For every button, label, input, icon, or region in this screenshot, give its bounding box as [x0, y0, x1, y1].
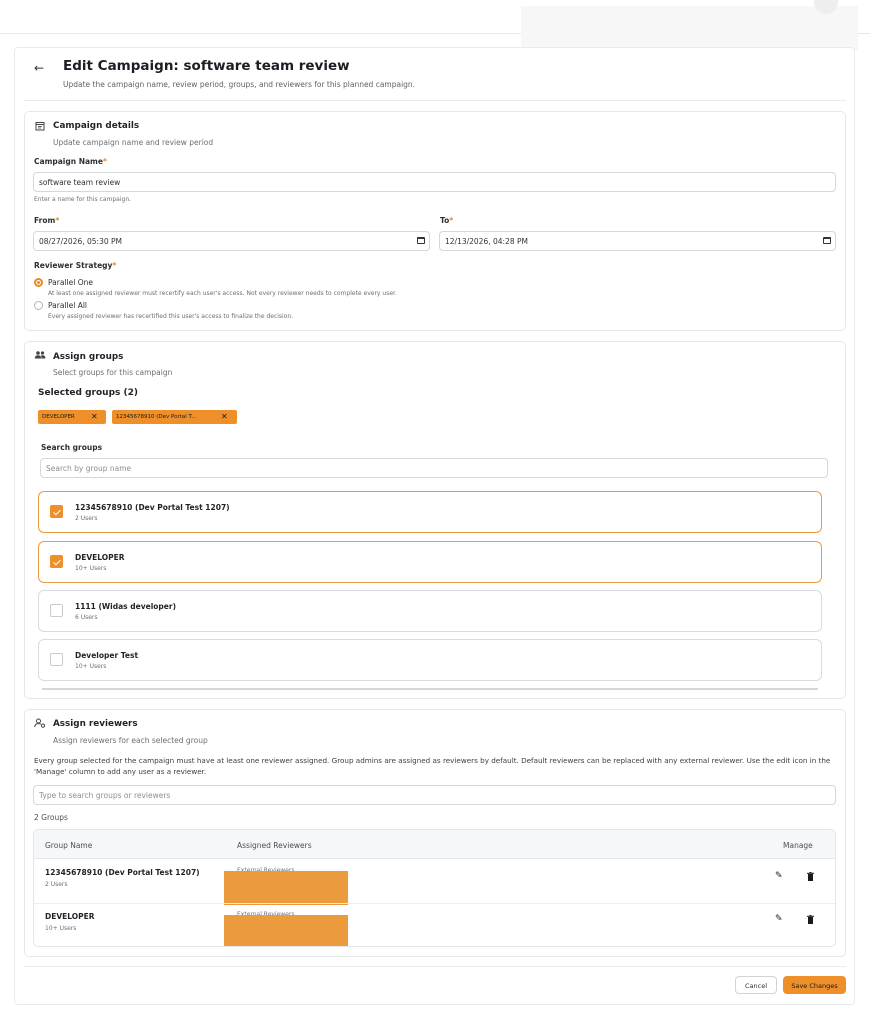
section-title-groups: Assign groups: [53, 352, 124, 362]
from-date-input[interactable]: [33, 231, 430, 251]
chip-label: 12345678910 (Dev Portal T...: [116, 413, 197, 420]
reviewer-strategy-label: Reviewer Strategy*: [34, 261, 117, 270]
row-divider: [34, 903, 835, 904]
radio-parallel-one-label[interactable]: Parallel One: [48, 278, 93, 287]
group-name: 12345678910 (Dev Portal Test 1207): [75, 503, 230, 512]
delete-icon[interactable]: [807, 872, 814, 884]
row-group-users: 10+ Users: [45, 925, 77, 932]
group-item[interactable]: [38, 590, 822, 632]
section-subtitle-groups: Select groups for this campaign: [53, 368, 173, 377]
group-users: 6 Users: [75, 614, 98, 621]
redacted-area: [521, 6, 858, 50]
cancel-button[interactable]: Cancel: [735, 976, 777, 994]
people-icon: [34, 350, 46, 363]
campaign-name-label: Campaign Name*: [34, 157, 107, 166]
calendar-icon: [35, 121, 45, 134]
back-arrow-icon[interactable]: ←: [34, 61, 45, 75]
section-subtitle-details: Update campaign name and review period: [53, 138, 214, 147]
radio-parallel-all-desc: Every assigned reviewer has recertified this user's access to finalize the decision.: [48, 313, 294, 320]
groups-count: 2 Groups: [34, 813, 68, 822]
selected-groups-title: Selected groups (2): [38, 388, 138, 398]
group-item[interactable]: [38, 639, 822, 681]
group-checkbox[interactable]: [50, 604, 63, 617]
list-scrollbar[interactable]: [42, 688, 818, 690]
from-date-value: 08/27/2026, 05:30 PM: [39, 237, 122, 246]
group-users: 10+ Users: [75, 663, 107, 670]
column-header-group-name: Group Name: [45, 841, 93, 850]
redacted-reviewers: [224, 915, 348, 947]
redacted-reviewers: [224, 871, 348, 905]
row-group-name: DEVELOPER: [45, 912, 95, 921]
to-label: To*: [440, 216, 454, 225]
group-name: Developer Test: [75, 651, 139, 660]
search-groups-input[interactable]: Search by group name: [40, 458, 828, 478]
chip-close-icon[interactable]: ✕: [91, 412, 98, 421]
radio-parallel-all[interactable]: [34, 301, 43, 310]
calendar-picker-icon[interactable]: [823, 237, 831, 244]
table-header: [34, 830, 835, 859]
to-date-input[interactable]: [439, 231, 836, 251]
edit-icon[interactable]: ✎: [775, 914, 783, 924]
search-reviewers-input[interactable]: Type to search groups or reviewers: [33, 785, 836, 805]
group-name: 1111 (Widas developer): [75, 602, 176, 611]
reviewers-table: [33, 829, 836, 947]
campaign-name-input[interactable]: software team review: [33, 172, 836, 192]
group-users: 10+ Users: [75, 565, 107, 572]
save-changes-button[interactable]: Save Changes: [783, 976, 846, 994]
from-label: From*: [34, 216, 60, 225]
radio-parallel-one-desc: At least one assigned reviewer must recertify each user's access. Not every reviewer needs to complete every user.: [48, 290, 397, 297]
group-name: DEVELOPER: [75, 553, 125, 562]
chip-developer: [38, 410, 106, 424]
chip-label: DEVELOPER: [42, 413, 75, 420]
radio-parallel-one[interactable]: [34, 278, 43, 287]
group-item[interactable]: [38, 541, 822, 583]
group-checkbox[interactable]: [50, 505, 63, 518]
column-header-assigned-reviewers: Assigned Reviewers: [237, 841, 312, 850]
group-item[interactable]: [38, 491, 822, 533]
section-title-reviewers: Assign reviewers: [53, 719, 138, 729]
reviewers-description: Every group selected for the campaign must have at least one reviewer assigned. Group admins are assigned as reviewers by default. Default reviewers can be replaced with any external reviewer. Use the edit icon in the 'Manage' column to add any user as a reviewer.: [34, 756, 831, 776]
top-bar: [0, 0, 870, 34]
campaign-name-helper: Enter a name for this campaign.: [34, 196, 132, 203]
section-title-details: Campaign details: [53, 121, 140, 131]
row-group-users: 2 Users: [45, 881, 68, 888]
column-header-manage: Manage: [783, 841, 813, 850]
radio-parallel-all-label[interactable]: Parallel All: [48, 301, 88, 310]
row-group-name: 12345678910 (Dev Portal Test 1207): [45, 868, 200, 877]
edit-icon[interactable]: ✎: [775, 871, 783, 881]
group-users: 2 Users: [75, 515, 98, 522]
delete-icon[interactable]: [807, 915, 814, 927]
group-checkbox[interactable]: [50, 653, 63, 666]
chip-dev-portal: [112, 410, 237, 424]
group-checkbox[interactable]: [50, 555, 63, 568]
page-subtitle: Update the campaign name, review period, groups, and reviewers for this planned campaign.: [63, 80, 416, 89]
section-subtitle-reviewers: Assign reviewers for each selected group: [53, 736, 208, 745]
person-settings-icon: [34, 718, 46, 731]
page-title: Edit Campaign: software team review: [63, 58, 350, 74]
calendar-picker-icon[interactable]: [417, 237, 425, 244]
divider: [24, 100, 846, 101]
chip-close-icon[interactable]: ✕: [221, 412, 228, 421]
search-groups-label: Search groups: [41, 443, 103, 452]
footer-divider: [24, 966, 846, 967]
to-date-value: 12/13/2026, 04:28 PM: [445, 237, 528, 246]
